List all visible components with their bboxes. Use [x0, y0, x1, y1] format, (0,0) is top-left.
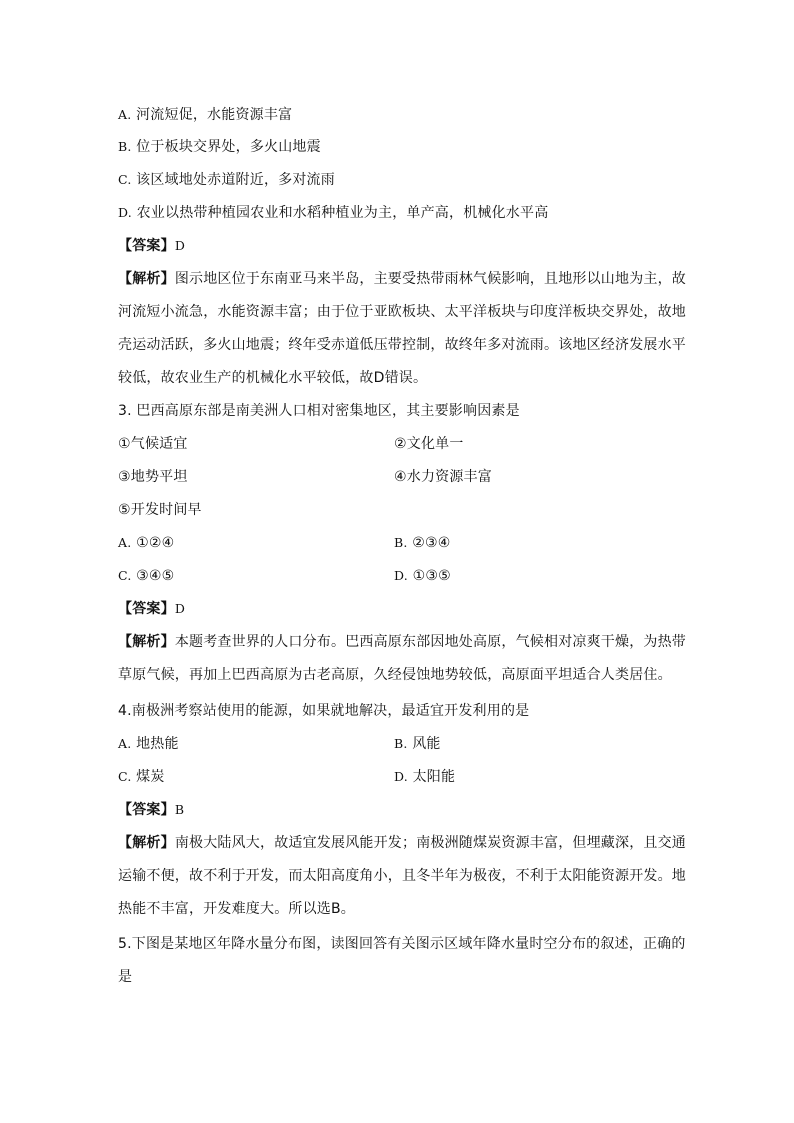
q3-factor-5: ⑤开发时间早	[118, 502, 202, 518]
q3-factor-2: ②文化单一	[394, 436, 464, 452]
q2-option-c: C. 该区域地处赤道附近，多对流雨	[118, 172, 335, 188]
q2-analysis-line-4: 较低，故农业生产的机械化水平较低，故D错误。	[118, 370, 428, 386]
q2-answer: 【答案】D	[118, 238, 186, 254]
q2-option-b: B. 位于板块交界处，多火山地震	[118, 139, 321, 155]
q3-factor-1: ①气候适宜	[118, 436, 188, 452]
q4-option-b: B. 风能	[394, 736, 441, 752]
q3-option-c: C. ③④⑤	[118, 568, 175, 584]
q4-option-c: C. 煤炭	[118, 769, 165, 785]
q3-option-a: A. ①②④	[118, 535, 175, 551]
q2-analysis-line-2: 河流短小流急，水能资源丰富；由于位于亚欧板块、太平洋板块与印度洋板块交界处，故地	[118, 304, 686, 320]
q3-answer: 【答案】D	[118, 601, 186, 617]
q2-analysis-line-3: 壳运动活跃，多火山地震；终年受赤道低压带控制，故终年多对流雨。该地区经济发展水平	[118, 337, 686, 353]
q2-option-d: D. 农业以热带种植园农业和水稻种植业为主，单产高，机械化水平高	[118, 205, 549, 221]
q3-option-d: D. ①③⑤	[394, 568, 451, 584]
q3-analysis-line-2: 草原气候，再加上巴西高原为古老高原，久经侵蚀地势较低，高原面平坦适合人类居住。	[118, 667, 672, 683]
q5-stem-line-2: 是	[118, 969, 133, 985]
q4-answer: 【答案】B	[118, 802, 185, 818]
q4-stem: 4.南极洲考察站使用的能源，如果就地解决，最适宜开发利用的是	[118, 703, 530, 719]
q3-analysis-line-1: 【解析】本题考查世界的人口分布。巴西高原东部因地处高原，气候相对凉爽干燥，为热带	[118, 634, 687, 650]
q4-option-d: D. 太阳能	[394, 769, 456, 785]
q5-stem-line-1: 5.下图是某地区年降水量分布图，读图回答有关图示区域年降水量时空分布的叙述，正确的	[118, 936, 686, 952]
q3-stem: 3. 巴西高原东部是南美洲人口相对密集地区，其主要影响因素是	[118, 403, 520, 419]
q2-analysis-line-1: 【解析】图示地区位于东南亚马来半岛，主要受热带雨林气候影响，且地形以山地为主，故	[118, 271, 687, 287]
q4-analysis-line-2: 运输不便，故不利于开发，而太阳高度角小，且冬半年为极夜，不利于太阳能资源开发。地	[118, 868, 686, 884]
q3-factor-4: ④水力资源丰富	[394, 469, 492, 485]
q4-option-a: A. 地热能	[118, 736, 179, 752]
q3-factor-3: ③地势平坦	[118, 469, 188, 485]
q2-option-a: A. 河流短促，水能资源丰富	[118, 107, 293, 123]
q3-option-b: B. ②③④	[394, 535, 451, 551]
q4-analysis-line-3: 热能不丰富，开发难度大。所以选B。	[118, 901, 356, 917]
q4-analysis-line-1: 【解析】南极大陆风大，故适宜发展风能开发；南极洲随煤炭资源丰富，但埋藏深，且交通	[118, 835, 687, 851]
